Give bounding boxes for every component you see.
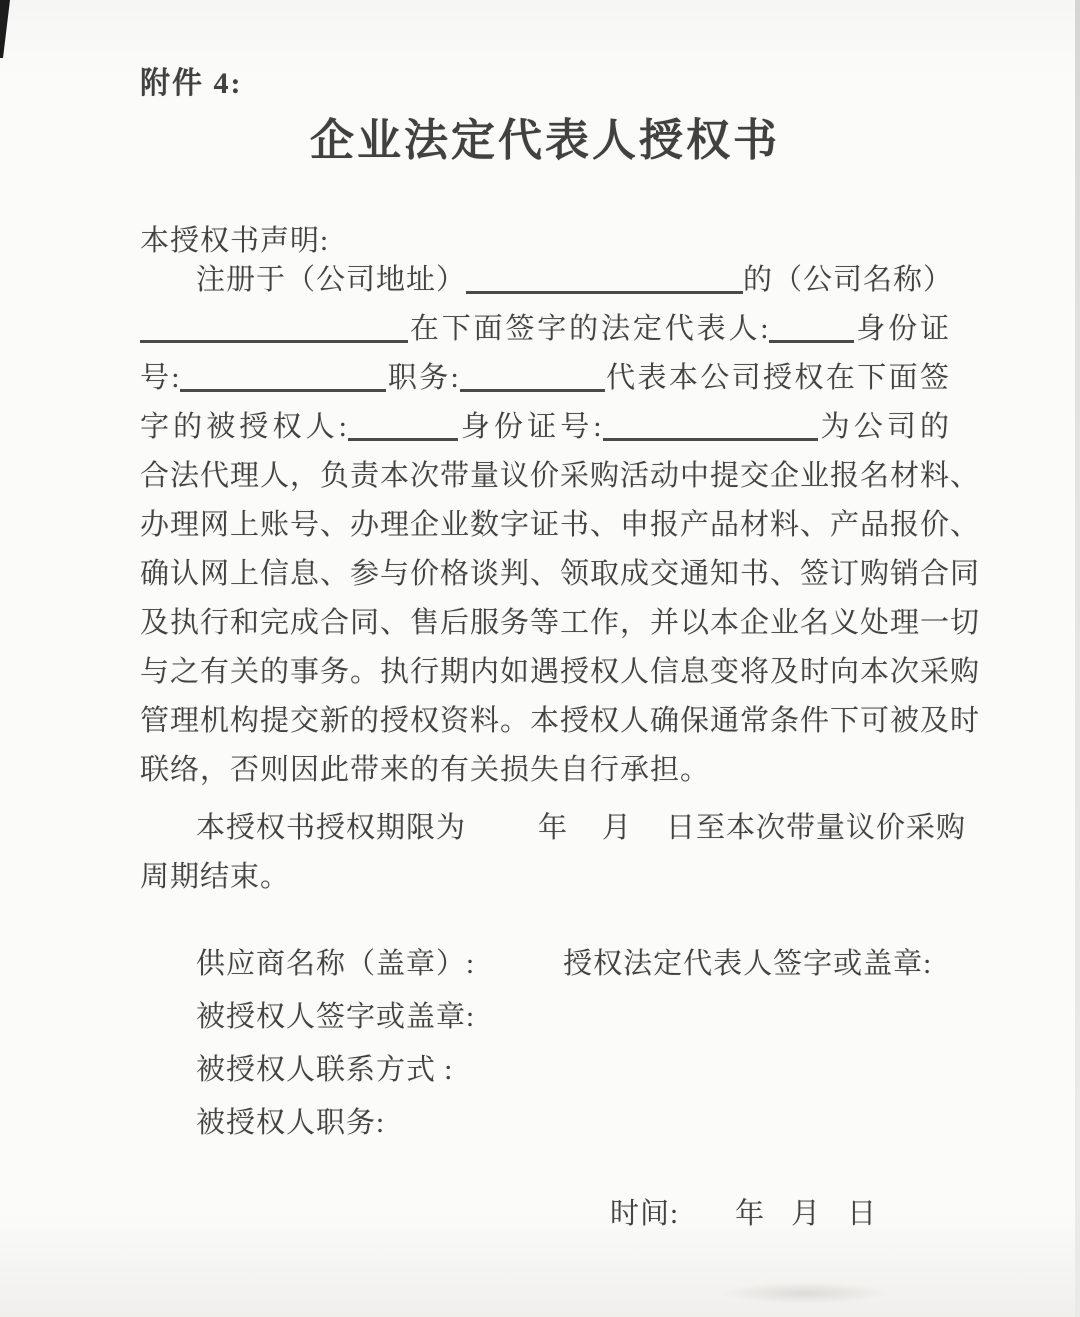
blank-underline <box>348 408 458 441</box>
text-line <box>140 938 1020 991</box>
spacer <box>466 836 538 837</box>
text-run: 的（公司名称） <box>743 264 954 296</box>
text-line <box>140 804 967 853</box>
text-run: 办理网上账号、办理企业数字证书、申报产品材料、产品报价、 <box>140 509 981 541</box>
text-line <box>140 403 950 452</box>
text-run: 代表本公司授权在下面签 <box>604 362 950 394</box>
text-run: 被授权人联系方式 : <box>196 1054 454 1086</box>
blank-underline <box>460 359 605 392</box>
body-paragraph <box>140 256 981 795</box>
spacer <box>140 1025 196 1026</box>
term-paragraph <box>140 804 967 902</box>
text-line <box>140 1097 1020 1150</box>
declaration-heading: 本授权书声明: <box>140 225 330 257</box>
text-run: 注册于（公司地址） <box>196 264 467 296</box>
text-run: 字的被授权人: <box>140 411 348 443</box>
text-run: 供应商名称（盖章）: <box>196 948 476 980</box>
text-run: 职务: <box>386 362 460 394</box>
photo-corner-artifact <box>0 0 16 58</box>
attachment-label: 附件 4: <box>140 67 243 100</box>
text-run: 为公司的 <box>817 411 950 443</box>
text-line <box>140 648 981 697</box>
text-run: 在下面签字的法定代表人: <box>408 313 770 345</box>
text-run: 年 <box>538 812 569 844</box>
text-line <box>140 256 954 305</box>
text-run: 年 <box>735 1198 766 1230</box>
text-run: 合法代理人，负责本次带量议价采购活动中提交企业报名材料、 <box>140 460 981 492</box>
text-run: 及执行和完成合同、售后服务等工作，并以本企业名义处理一切 <box>140 607 981 639</box>
spacer <box>140 836 196 837</box>
blank-underline <box>140 310 408 343</box>
text-line <box>140 853 950 902</box>
blank-underline <box>466 261 743 294</box>
text-line <box>140 991 1020 1044</box>
spacer <box>632 836 666 837</box>
date-line <box>140 1190 950 1239</box>
text-line <box>140 1190 950 1239</box>
text-run: 月 <box>791 1198 822 1230</box>
text-line <box>140 452 981 501</box>
spacer <box>568 836 602 837</box>
spacer <box>765 1222 791 1223</box>
photo-edge-artifact <box>1075 0 1080 1317</box>
text-run: 本授权书授权期限为 <box>196 812 467 844</box>
signature-block <box>140 938 1020 1150</box>
text-run: 时间: <box>610 1198 680 1230</box>
text-run: 日至本次带量议价采购 <box>666 812 967 844</box>
blank-underline <box>603 408 818 441</box>
text-line <box>140 1044 1020 1097</box>
text-run: 日 <box>847 1198 878 1230</box>
text-run: 月 <box>602 812 633 844</box>
text-run: 与之有关的事务。执行期内如遇授权人信息变将及时向本次采购 <box>140 656 981 688</box>
photo-smudge-artifact <box>720 1282 890 1304</box>
text-run: 授权法定代表人签字或盖章: <box>563 948 933 980</box>
text-line <box>140 599 981 648</box>
spacer <box>821 1222 847 1223</box>
text-line <box>140 550 981 599</box>
text-run: 管理机构提交新的授权资料。本授权人确保通常条件下可被及时 <box>140 705 981 737</box>
blank-underline <box>769 310 854 343</box>
spacer <box>140 972 196 973</box>
spacer <box>140 1222 610 1223</box>
text-run: 被授权人签字或盖章: <box>196 1001 476 1033</box>
spacer <box>140 288 196 289</box>
text-run: 周期结束。 <box>140 861 291 893</box>
text-line <box>140 697 981 746</box>
text-run: 身份证 <box>854 313 950 345</box>
spacer <box>475 972 563 973</box>
text-run: 身份证号: <box>457 411 603 443</box>
text-run: 号: <box>140 362 181 394</box>
text-run: 被授权人职务: <box>196 1107 386 1139</box>
text-line <box>140 305 950 354</box>
text-line <box>140 354 950 403</box>
text-line <box>140 501 981 550</box>
text-line <box>140 746 950 795</box>
spacer <box>140 1131 196 1132</box>
spacer <box>140 1078 196 1079</box>
document-title: 企业法定代表人授权书 <box>310 116 780 165</box>
blank-underline <box>180 359 386 392</box>
text-run: 确认网上信息、参与价格谈判、领取成交通知书、签订购销合同 <box>140 558 981 590</box>
text-run: 联络，否则因此带来的有关损失自行承担。 <box>140 754 711 786</box>
spacer <box>679 1222 735 1223</box>
